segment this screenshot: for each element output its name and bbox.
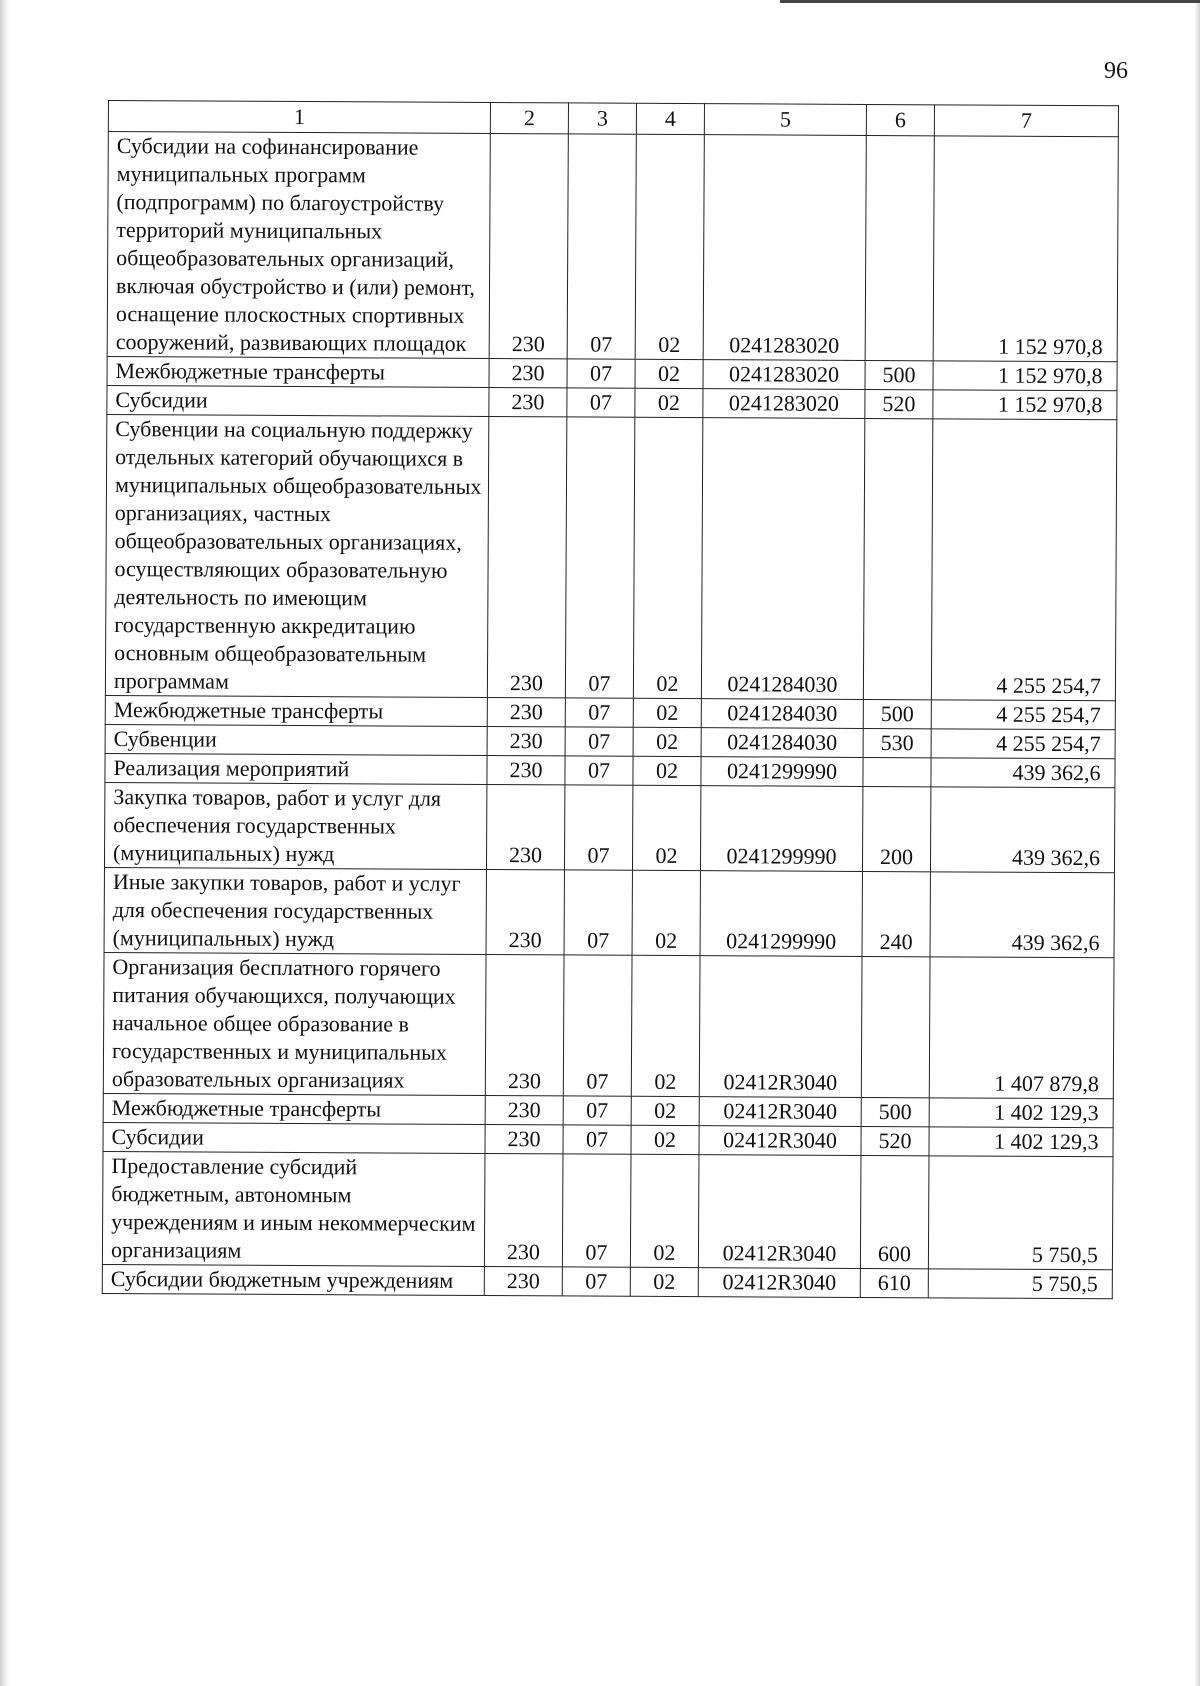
row-vr: 610 [860, 1268, 928, 1297]
row-vr: 200 [862, 786, 930, 871]
row-name: Межбюджетные трансферты [105, 695, 487, 726]
table-row [103, 1093, 1113, 1127]
scan-edge-right [1194, 0, 1200, 1686]
row-razdel: 07 [564, 870, 632, 955]
row-grbs: 230 [487, 755, 565, 784]
row-vr: 600 [860, 1155, 929, 1268]
row-sum: 1 152 970,8 [933, 136, 1118, 362]
row-csr: 02412R3040 [699, 1097, 861, 1127]
row-name: Предоставление субсидий бюджетным, автономным учреждениям и иным некоммерческим организациям [102, 1151, 485, 1266]
row-razdel: 07 [564, 785, 632, 870]
row-sum: 439 362,6 [930, 872, 1114, 958]
table-row [104, 867, 1114, 957]
row-grbs: 230 [487, 726, 565, 755]
row-name: Субсидии [107, 385, 489, 416]
row-sum: 439 362,6 [931, 758, 1115, 788]
row-vr [865, 135, 934, 360]
row-grbs: 230 [489, 134, 568, 359]
row-name: Закупка товаров, работ и услуг для обеспечения государственных (муниципальных) нужд [104, 782, 486, 869]
row-sum: 4 255 254,7 [931, 729, 1115, 759]
row-grbs: 230 [487, 416, 566, 697]
row-name: Иные закупки товаров, работ и услуг для обеспечения государственных (муниципальных) нужд [104, 867, 486, 954]
scan-edge-left [0, 0, 10, 1686]
row-podrazdel: 02 [635, 359, 703, 388]
header-cell: 7 [934, 105, 1118, 137]
table-row [105, 414, 1116, 700]
row-name: Субсидии [103, 1122, 485, 1153]
row-podrazdel: 02 [630, 1154, 699, 1267]
row-grbs: 230 [486, 869, 564, 954]
row-podrazdel: 02 [635, 388, 703, 417]
row-podrazdel: 02 [633, 698, 701, 727]
header-cell: 6 [866, 104, 934, 135]
row-name: Субвенции на социальную поддержку отдельных категорий обучающихся в муниципальных общеобразовательных организациях, частных общеобразовательных организациях, осуществляющих образовательную деятельность по имеющим государственную аккредитацию основным общеобразовательным программам [105, 414, 488, 697]
row-vr: 520 [861, 1126, 929, 1155]
row-name: Межбюджетные трансферты [103, 1093, 485, 1124]
row-name: Реализация мероприятий [105, 753, 487, 784]
row-name: Субсидии бюджетным учреждениям [102, 1264, 484, 1295]
budget-table [102, 100, 1119, 1299]
row-podrazdel: 02 [633, 727, 701, 756]
row-name: Организация бесплатного горячего питания обучающихся, получающих начальное общее образование в государственных и муниципальных образовательных организациях [103, 952, 486, 1095]
row-vr [861, 956, 930, 1097]
row-razdel: 07 [563, 1096, 631, 1125]
row-csr: 0241299990 [700, 786, 862, 872]
row-sum: 4 255 254,7 [931, 419, 1116, 701]
row-csr: 0241284030 [701, 699, 863, 729]
row-sum: 1 152 970,8 [933, 361, 1117, 391]
table-row [105, 695, 1115, 729]
row-csr: 02412R3040 [699, 1126, 861, 1156]
row-sum: 5 750,5 [928, 1156, 1113, 1270]
row-name: Субсидии на софинансирование муниципальных программ (подпрограмм) по благоустройству территорий муниципальных общеобразовательных организаций, включая обустройство и (или) ремонт, оснащение плоскостных спортивных сооружений, развивающих площадок [107, 132, 490, 359]
row-csr: 02412R3040 [698, 1155, 861, 1269]
row-razdel: 07 [562, 1154, 631, 1267]
row-grbs: 230 [484, 1266, 562, 1295]
row-razdel: 07 [567, 134, 636, 359]
row-podrazdel: 02 [635, 134, 704, 359]
row-grbs: 230 [486, 784, 564, 869]
row-vr [863, 757, 931, 786]
row-podrazdel: 02 [632, 785, 700, 870]
row-vr: 530 [863, 728, 931, 757]
row-grbs: 230 [489, 387, 567, 416]
table-row [107, 356, 1117, 390]
row-razdel: 07 [565, 698, 633, 727]
row-vr: 500 [861, 1097, 929, 1126]
row-name: Межбюджетные трансферты [107, 356, 489, 387]
row-csr: 0241299990 [700, 871, 862, 957]
page-number: 96 [1104, 58, 1128, 84]
row-razdel: 07 [562, 1267, 630, 1296]
row-podrazdel: 02 [633, 756, 701, 785]
row-csr: 0241284030 [701, 418, 864, 700]
row-grbs: 230 [484, 1153, 563, 1266]
table-row [104, 782, 1114, 872]
row-sum: 5 750,5 [928, 1269, 1112, 1299]
row-podrazdel: 02 [632, 870, 700, 955]
header-cell: 2 [490, 103, 568, 134]
row-csr: 02412R3040 [699, 956, 862, 1098]
row-razdel: 07 [563, 1125, 631, 1154]
row-vr: 520 [865, 389, 933, 418]
scan-edge-top [780, 0, 1200, 3]
row-sum: 1 402 129,3 [929, 1098, 1113, 1128]
row-sum: 1 407 879,8 [929, 957, 1114, 1099]
row-razdel: 07 [565, 756, 633, 785]
row-csr: 0241284030 [701, 728, 863, 758]
row-podrazdel: 02 [631, 955, 700, 1096]
row-grbs: 230 [487, 697, 565, 726]
row-podrazdel: 02 [630, 1267, 698, 1296]
header-cell: 4 [636, 103, 704, 134]
row-sum: 1 152 970,8 [933, 390, 1117, 420]
row-grbs: 230 [485, 954, 564, 1095]
row-name: Субвенции [105, 724, 487, 755]
row-grbs: 230 [485, 1095, 563, 1124]
row-sum: 4 255 254,7 [931, 700, 1115, 730]
row-csr: 0241283020 [703, 360, 865, 390]
row-razdel: 07 [567, 359, 635, 388]
row-razdel: 07 [563, 955, 632, 1096]
row-sum: 1 402 129,3 [929, 1127, 1113, 1157]
row-razdel: 07 [565, 417, 634, 698]
row-podrazdel: 02 [631, 1125, 699, 1154]
row-sum: 439 362,6 [930, 787, 1114, 873]
row-vr: 500 [863, 699, 931, 728]
table-row [102, 1151, 1113, 1269]
row-vr [863, 418, 932, 699]
row-vr: 240 [862, 871, 930, 956]
table-row [103, 952, 1114, 1098]
row-razdel: 07 [567, 388, 635, 417]
table-row [102, 1264, 1112, 1298]
header-cell: 3 [568, 103, 636, 134]
row-podrazdel: 02 [631, 1096, 699, 1125]
header-cell: 1 [108, 101, 490, 134]
row-grbs: 230 [485, 1124, 563, 1153]
row-podrazdel: 02 [633, 417, 702, 698]
row-csr: 0241283020 [703, 389, 865, 419]
header-cell: 5 [704, 104, 866, 136]
row-csr: 0241299990 [701, 757, 863, 787]
table-row [107, 132, 1118, 362]
row-vr: 500 [865, 360, 933, 389]
row-grbs: 230 [489, 358, 567, 387]
row-csr: 0241283020 [703, 135, 866, 361]
row-razdel: 07 [565, 727, 633, 756]
table-row [105, 753, 1115, 787]
row-csr: 02412R3040 [698, 1268, 860, 1298]
